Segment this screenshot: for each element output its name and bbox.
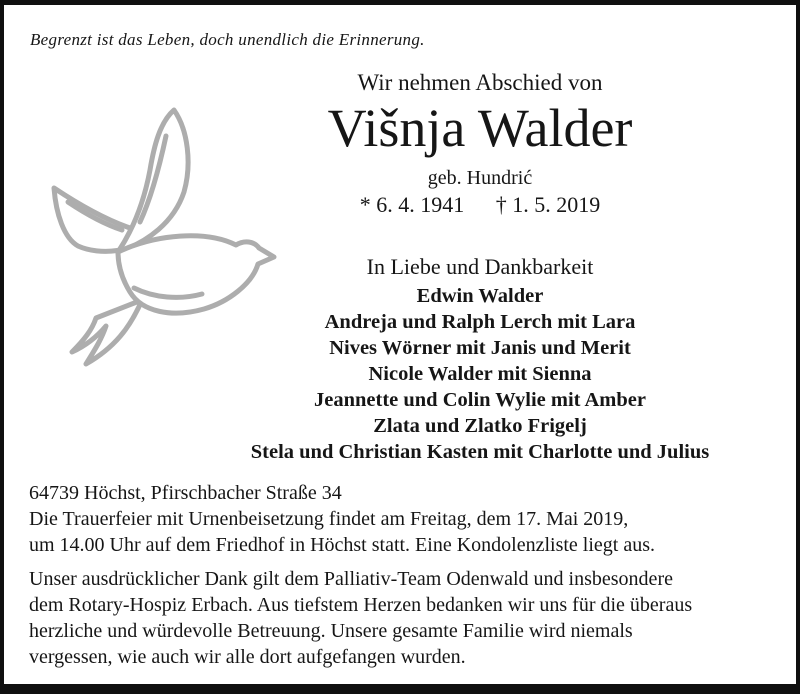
mourner-name: Jeannette und Colin Wylie mit Amber [314, 389, 646, 411]
mourner-name: Stela und Christian Kasten mit Charlotte und Julius [250, 441, 710, 463]
thanks-line: Unser ausdrücklicher Dank gilt dem Palliativ-Team Odenwald und insbesondere [29, 568, 673, 590]
dove-tail [72, 300, 142, 364]
maiden-name: geb. Hundrić [427, 167, 533, 189]
mourner-name: Andreja und Ralph Lerch mit Lara [324, 311, 636, 333]
thanks-line: vergessen, wie auch wir alle dort aufgefangen wurden. [29, 646, 466, 668]
address-line: 64739 Höchst, Pfirschbacher Straße 34 [29, 482, 342, 504]
birth-date: * 6. 4. 1941 [359, 192, 465, 217]
epigraph-quote: Begrenzt ist das Leben, doch unendlich die Erinnerung. [30, 30, 425, 49]
thanks-line: dem Rotary-Hospiz Erbach. Aus tiefstem Herzen bedanken wir uns für die überaus [29, 594, 693, 616]
details-block [29, 480, 779, 670]
mourner-name: Nives Wörner mit Janis und Merit [329, 337, 631, 359]
mourners-lead: In Liebe und Dankbarkeit [366, 254, 594, 279]
mourner-name: Nicole Walder mit Sienna [368, 363, 592, 385]
funeral-info [29, 506, 779, 558]
mourner-name: Edwin Walder [416, 285, 544, 307]
thanks-paragraph [29, 566, 779, 670]
life-dates [160, 192, 800, 218]
mourners-block [160, 255, 800, 465]
deceased-name: Višnja Walder [327, 98, 633, 158]
funeral-line: Die Trauerfeier mit Urnenbeisetzung findet am Freitag, dem 17. Mai 2019, [29, 508, 629, 530]
thanks-line: herzliche und würdevolle Betreuung. Unsere gesamte Familie wird niemals [29, 620, 633, 642]
header-block [160, 70, 800, 218]
farewell-intro: Wir nehmen Abschied von [357, 70, 603, 95]
death-date: † 1. 5. 2019 [495, 192, 601, 217]
mourner-name: Zlata und Zlatko Frigelj [373, 415, 587, 437]
funeral-line: um 14.00 Uhr auf dem Friedhof in Höchst statt. Eine Kondolenzliste liegt aus. [29, 534, 655, 556]
